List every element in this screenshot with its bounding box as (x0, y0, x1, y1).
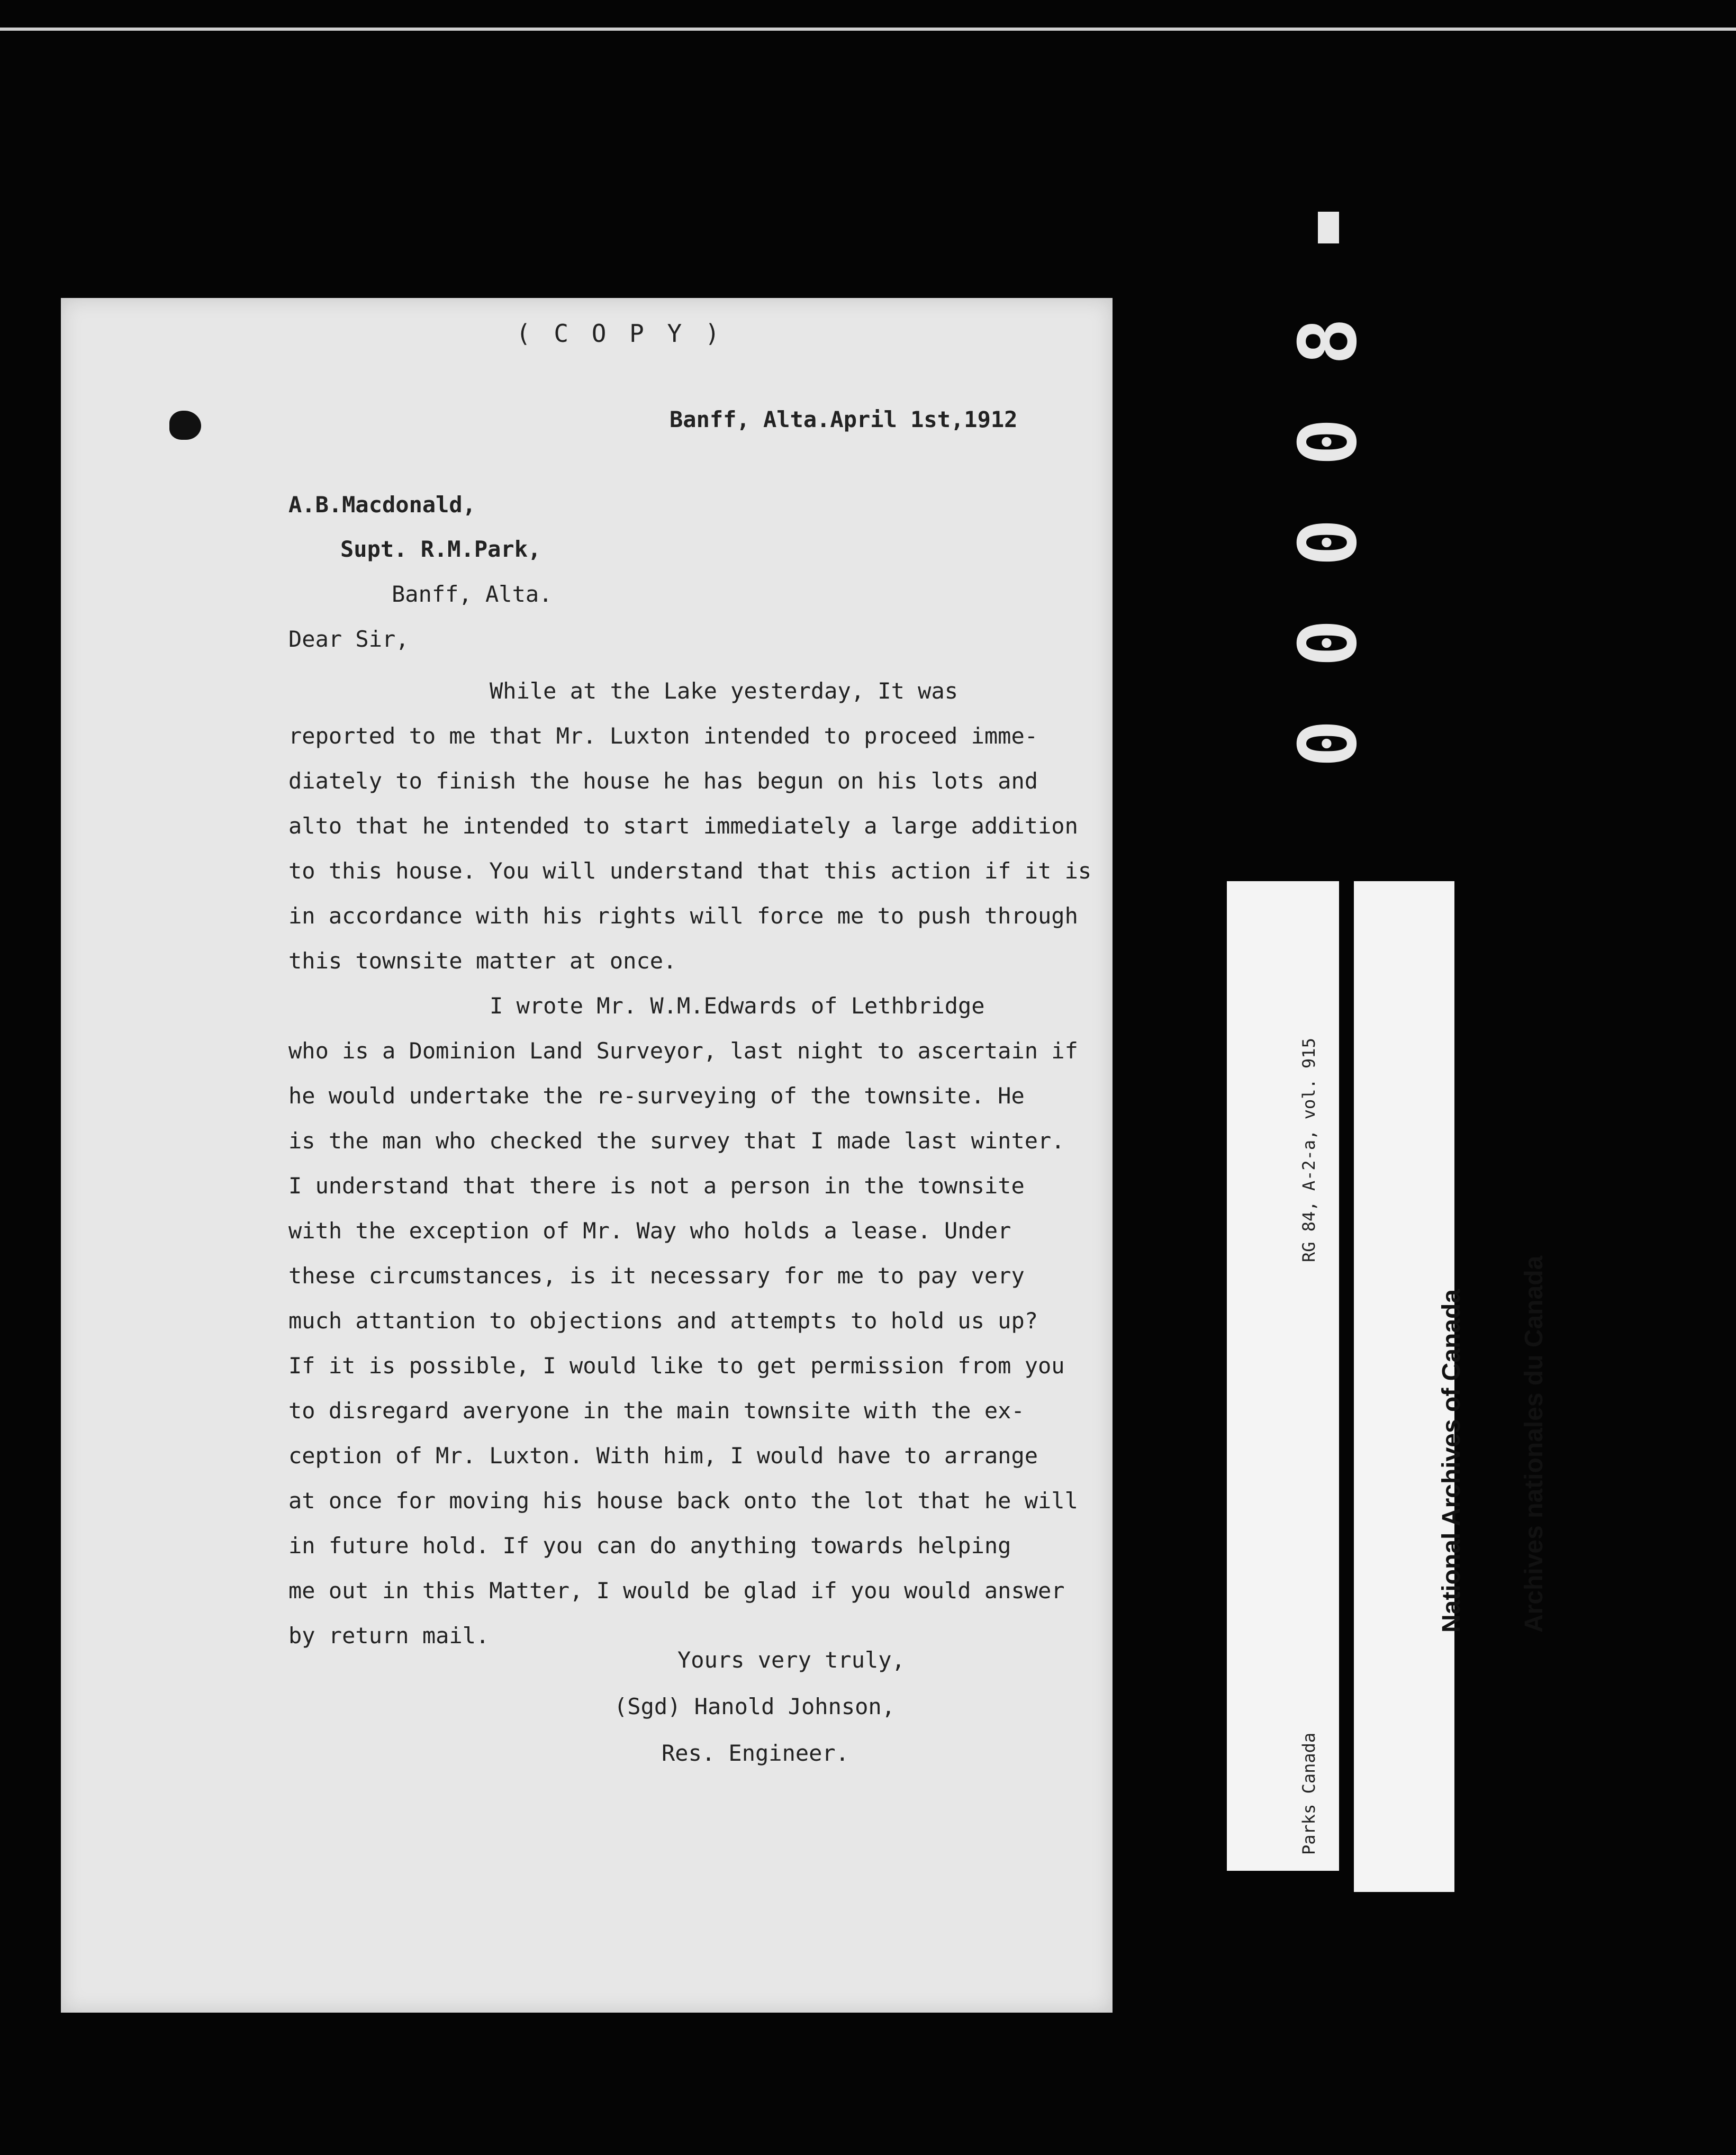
ink-blot (169, 411, 201, 440)
body-line: who is a Dominion Land Surveyor, last night to ascertain if (288, 1038, 1078, 1064)
body-line: reported to me that Mr. Luxton intended to proceed imme- (288, 723, 1038, 749)
department-en: Parks Canada (1299, 1732, 1319, 1855)
reference-line: RG 84, A-2-a, vol. 915 (1299, 1038, 1319, 1262)
body-line: me out in this Matter, I would be glad if you would answer (288, 1578, 1065, 1604)
file-reference-label (1227, 881, 1339, 1871)
archives-block (1383, 1256, 1603, 1633)
address-line: Banff, Alta. (392, 581, 553, 607)
archives-label (1354, 881, 1548, 1892)
body-line: I wrote Mr. W.M.Edwards of Lethbridge (490, 993, 985, 1019)
counter-digit: 0 (1282, 619, 1375, 667)
archives-name-en: National Archives of Canada (1437, 1289, 1466, 1633)
body-line: is the man who checked the survey that I made last winter. (288, 1128, 1065, 1154)
closing-line: Yours very truly, (677, 1647, 905, 1673)
body-line: this townsite matter at once. (288, 948, 677, 974)
body-line: to this house. You will understand that this action if it is (288, 858, 1092, 884)
body-line: to disregard averyone in the main townsite with the ex- (288, 1398, 1025, 1424)
body-line: alto that he intended to start immediately a large addition (288, 813, 1078, 839)
address-line: Supt. R.M.Park, (340, 536, 541, 562)
body-line: at once for moving his house back onto the lot that he will (288, 1488, 1078, 1514)
salutation: Dear Sir, (288, 626, 409, 652)
body-line: If it is possible, I would like to get permission from you (288, 1353, 1065, 1379)
body-line: in future hold. If you can do anything towards helping (288, 1533, 1011, 1559)
copy-header: ( C O P Y ) (516, 319, 724, 348)
counter-digit: 0 (1282, 719, 1375, 768)
letter-closing (614, 1637, 905, 1777)
letter-page (61, 298, 1113, 2013)
body-line: with the exception of Mr. Way who holds a lease. Under (288, 1218, 1011, 1244)
closing-line: Res. Engineer. (662, 1740, 849, 1766)
counter-digit: 0 (1282, 518, 1375, 567)
counter-dash (1318, 212, 1339, 243)
counter-digit: 0 (1282, 418, 1375, 466)
archives-name-fr: Archives nationales du Canada (1520, 1255, 1548, 1633)
address-line: A.B.Macdonald, (288, 492, 476, 518)
body-line: in accordance with his rights will force me to push through (288, 903, 1078, 929)
body-line: he would undertake the re-surveying of the townsite. He (288, 1083, 1025, 1109)
counter-digit: 8 (1282, 317, 1375, 366)
place-date: Banff, Alta.April 1st,1912 (670, 406, 1018, 432)
frame-counter (1282, 212, 1375, 783)
body-line: I understand that there is not a person in the townsite (288, 1173, 1025, 1199)
body-line: much attantion to objections and attempts to hold us up? (288, 1308, 1038, 1334)
closing-line: (Sgd) Hanold Johnson, (614, 1694, 896, 1719)
body-line: While at the Lake yesterday, It was (490, 678, 959, 704)
body-line: these circumstances, is it necessary for me to pay very (288, 1263, 1025, 1289)
body-line: diately to finish the house he has begun on his lots and (288, 768, 1038, 794)
film-edge-line (0, 28, 1736, 31)
body-line: by return mail. (288, 1623, 490, 1649)
body-line: ception of Mr. Luxton. With him, I would have to arrange (288, 1443, 1038, 1469)
letter-body (288, 668, 1119, 1658)
